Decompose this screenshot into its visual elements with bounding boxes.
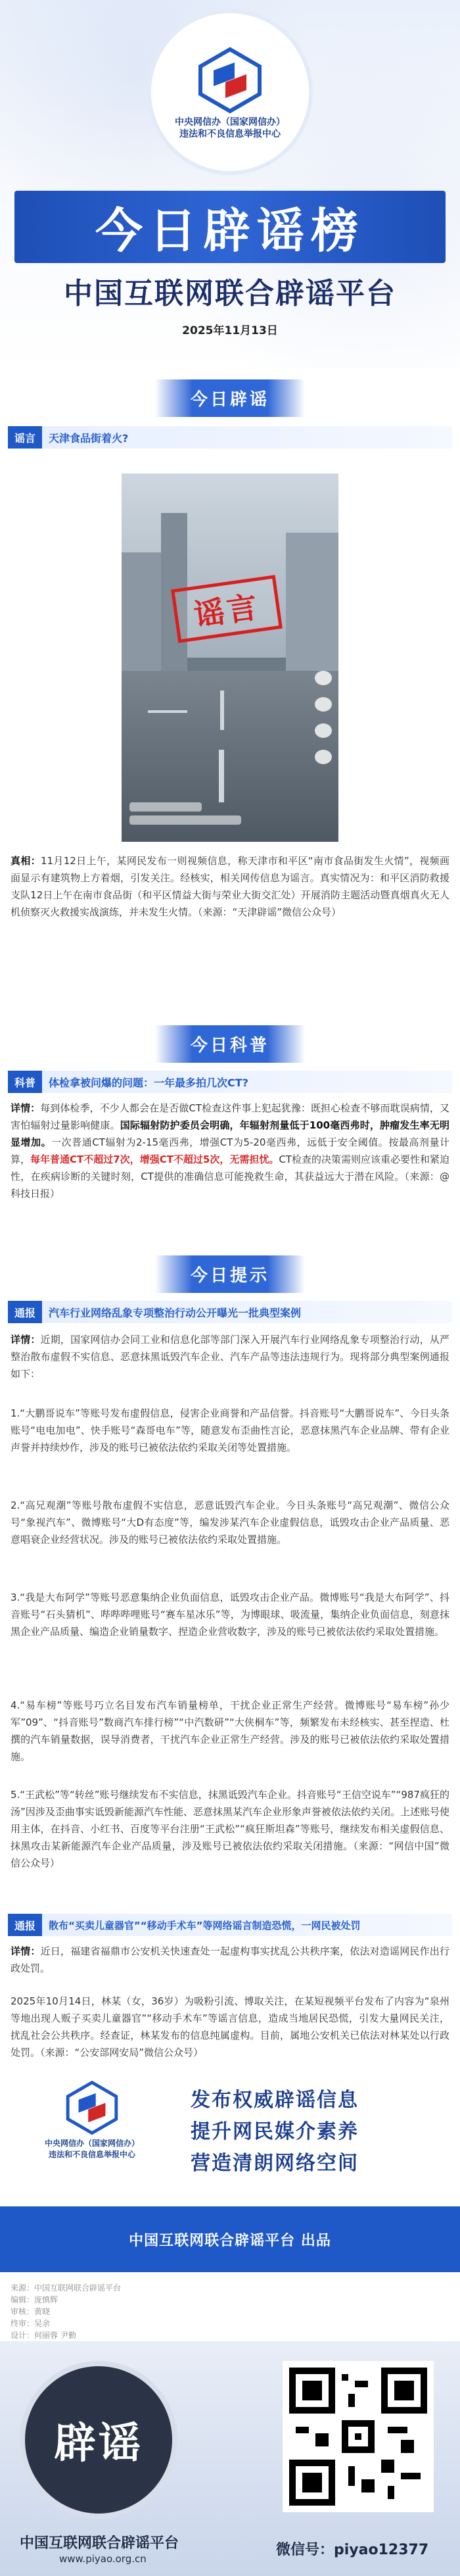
report-center-emblem-icon xyxy=(62,2078,122,2137)
like-icon xyxy=(315,671,332,685)
rumor-tag: 谣言 xyxy=(8,426,42,449)
favorite-icon xyxy=(315,723,332,738)
rumor-headline xyxy=(8,426,452,449)
footer-brand xyxy=(0,2341,460,2576)
credits xyxy=(11,2282,121,2341)
title-banner xyxy=(14,191,446,263)
science-title: 体检拿被问爆的问题：一年最多拍几次CT? xyxy=(49,1076,248,1089)
qr-code-icon xyxy=(289,2368,427,2506)
police-notice-paragraph-1: 详情：近日，福建省福鼎市公安机关快速查处一起虚构事实扰乱公共秩序案，依法对造谣网民作出行政处罚。 xyxy=(11,1945,449,1974)
platform-subtitle: 中国互联网联合辟谣平台 xyxy=(64,277,396,310)
notice-headline-police xyxy=(8,1914,452,1936)
credit-line: 审核：黄晓 xyxy=(11,2307,51,2316)
logo-line-1: 中央网信办（国家网信办） xyxy=(175,117,285,128)
section-header-science: 今日科普 xyxy=(0,1026,460,1061)
slogan-line: 发布权威辟谣信息 xyxy=(191,2089,359,2112)
logo-line-2: 违法和不良信息举报中心 xyxy=(179,129,281,139)
credit-line: 设计：何丽蓉 尹勤 xyxy=(11,2331,76,2340)
case-item: 3.“我是大布阿学”等账号恶意集纳企业负面信息，诋毁攻击企业产品。微博账号“我是大布阿学”、抖音账号“石头猜机”、哔哔哔哩账号“赛车星冰乐”等，为博眼球、吸流量，集纳企业负面信息，刻意抹黑企业产品质量、编造企业销量数字、捏造企业营收数字，涉及的账号已被依法依约采取处置措施。 xyxy=(11,1592,449,1638)
page-title: 今日辟谣榜 xyxy=(95,203,365,258)
science-tag: 科普 xyxy=(8,1071,42,1093)
rumor-video-screenshot xyxy=(122,474,338,842)
slogan-line: 提升网民媒介素养 xyxy=(191,2120,359,2143)
slogan-line: 营造清朗网络空间 xyxy=(191,2152,359,2175)
hero-header xyxy=(0,0,460,368)
issue-date: 2025年11月13日 xyxy=(182,324,278,337)
notice-intro: 详情：近期，国家网信办会同工业和信息化部等部门深入开展汽车行业网络乱象专项整治行动，从严整治散布虚假不实信息、恶意抹黑诋毁汽车企业、汽车产品等违法违规行为。现将部分典型案例通报如下： xyxy=(11,1334,449,1380)
notice-headline-auto xyxy=(8,1301,452,1323)
report-center-emblem-icon xyxy=(194,44,266,116)
science-headline xyxy=(8,1071,452,1093)
section-header-debunk: 今日辟谣 xyxy=(0,380,460,416)
footer-platform-name: 中国互联网联合辟谣平台 xyxy=(20,2535,179,2552)
slogan-lines xyxy=(191,2085,359,2179)
credit-line: 来源：中国互联网联合辟谣平台 xyxy=(11,2283,122,2293)
notice-title-police: 散布“买卖儿童器官”“移动手术车”等网络谣言制造恐慌，一网民被处罚 xyxy=(49,1919,361,1932)
notice-tag: 通报 xyxy=(8,1914,42,1936)
wechat-id: 微信号：piyao12377 xyxy=(276,2542,429,2558)
section-header-tips: 今日提示 xyxy=(0,1256,460,1292)
case-item: 2.“高兄观潮”等账号散布虚假不实信息，恶意诋毁汽车企业。今日头条账号“高兄观潮”、微信公众号“象视汽车”、微博账号“大D有态度”等，编发涉某汽车企业虚假信息，诋毁攻击企业产品质量、恶意唱衰企业经营状况。涉及的账号已被依法依约采取处置措施。 xyxy=(11,1499,449,1545)
produced-by-bar: 中国互联网联合辟谣平台 出品 xyxy=(0,2206,460,2272)
rumor-title: 天津食品街着火? xyxy=(49,431,129,445)
case-item: 5.“王武松”等“转丝”账号继续发布不实信息，抹黑诋毁汽车企业。抖音账号“王信空说车”“987疯狂的汤”因涉及歪曲事实诋毁新能源汽车性能、恶意抹黑某汽车企业形象声誉被依法依约关闭。上述账号使用主体，在抖音、小红书、百度等平台注册“王武松”“疯狂斯坦森”等账号，继续发布相关虚假信息、抹黑攻击某新能源汽车企业产品质量，涉及账号已被依法依约采取关闭措施。（来源：“网信中国”微信公众号） xyxy=(11,1789,449,1869)
credit-line: 编辑：庞慎辉 xyxy=(11,2295,58,2304)
notice-tag: 通报 xyxy=(8,1301,42,1323)
notice-title-auto: 汽车行业网络乱象专项整治行动公开曝光一批典型案例 xyxy=(49,1306,302,1319)
credit-line: 终审：吴余 xyxy=(11,2319,51,2328)
footer-website-link[interactable]: www.piyao.org.cn xyxy=(59,2553,147,2565)
science-paragraph: 详情：每到体检季，不少人都会在是否做CT检查这件事上犯起犹豫：既担心检查不够而耽误病情，又害怕辐射过量影响健康。国际辐射防护委员会明确，年辐射剂量低于100毫西弗时，肿瘤发生率无明显增加。一次普通CT辐射为2-15毫西弗，增强CT为5-20毫西弗，远低于安全阈值。按最高剂量计算，每年普通CT不超过7次，增强CT不超过5次，无需担忧。CT检查的决策需则应该重必要性和紧迫性，在疾病诊断的关键时刻，CT提供的准确信息可能挽救生命，其获益远大于潜在风险。（来源：@科技日报） xyxy=(11,1102,450,1200)
video-side-actions xyxy=(315,671,332,764)
slogan-block xyxy=(0,2065,460,2197)
share-icon xyxy=(315,750,332,764)
case-item: 1.“大鹏哥说车”等账号发布虚假信息，侵害企业商誉和产品信誉。抖音账号“大鹏哥说车”、今日头条账号“电电加电”、快手账号“森哥电车”等，随意发布歪曲性言论，恶意抹黑汽车企业品牌、带有企业声誉并持续炒作，涉及的账号已被依法依约采取关闭等处置措施。 xyxy=(11,1407,449,1453)
piyao-logo: 辟谣 xyxy=(20,2361,177,2519)
report-center-logo-small: 中央网信办（国家网信办） 违法和不良信息举报中心 xyxy=(20,2078,164,2160)
police-notice-paragraph-2: 2025年10月14日，林某（女，36岁）为吸粉引流、博取关注，在某短视频平台发布了内容为“泉州等地出现人贩子买卖儿童器官”“移动手术车”等谣言信息，造成当地居民恐慌，引发大量网民关注，扰乱社会公共秩序。经查证，林某发布的信息纯属虚构。目前，属地公安机关已依法对林某处以行政处罚。（来源：“公安部网安局”微信公众号） xyxy=(11,1995,449,2058)
case-item: 4.“易车榜”等账号巧立名目发布汽车销量榜单，干扰企业正常生产经营。微博账号“易车榜”孙少军”09”、“抖音账号”数商汽车排行榜”“中汽数研”“大侠桐车”等，频繁发布未经核实、甚至捏造、杜撰的汽车销量数据，误导消费者，干扰汽车企业正常生产经营。涉及的账号已被依法依约采取处置措施。 xyxy=(11,1699,449,1762)
comment-icon xyxy=(315,697,332,712)
report-center-logo xyxy=(151,13,309,171)
rumor-truth-paragraph: 真相：11月12日上午，某网民发布一则视频信息，称天津市和平区“南市食品街发生火情”，视频画面显示有建筑物上方着烟，引发关注。经核实，相关网传信息为谣言。真实情况为：和平区消防救援支队12日上午在南市食品街（和平区情益大街与荣业大街交汇处）开展消防主题活动暨真烟真火无人机侦察灭火救援实战演练，并未发生火情。（来源：“天津辟谣”微信公众号） xyxy=(11,855,449,918)
rumor-stamp: 谣言 xyxy=(171,575,283,643)
wechat-qr-code[interactable] xyxy=(283,2361,434,2512)
